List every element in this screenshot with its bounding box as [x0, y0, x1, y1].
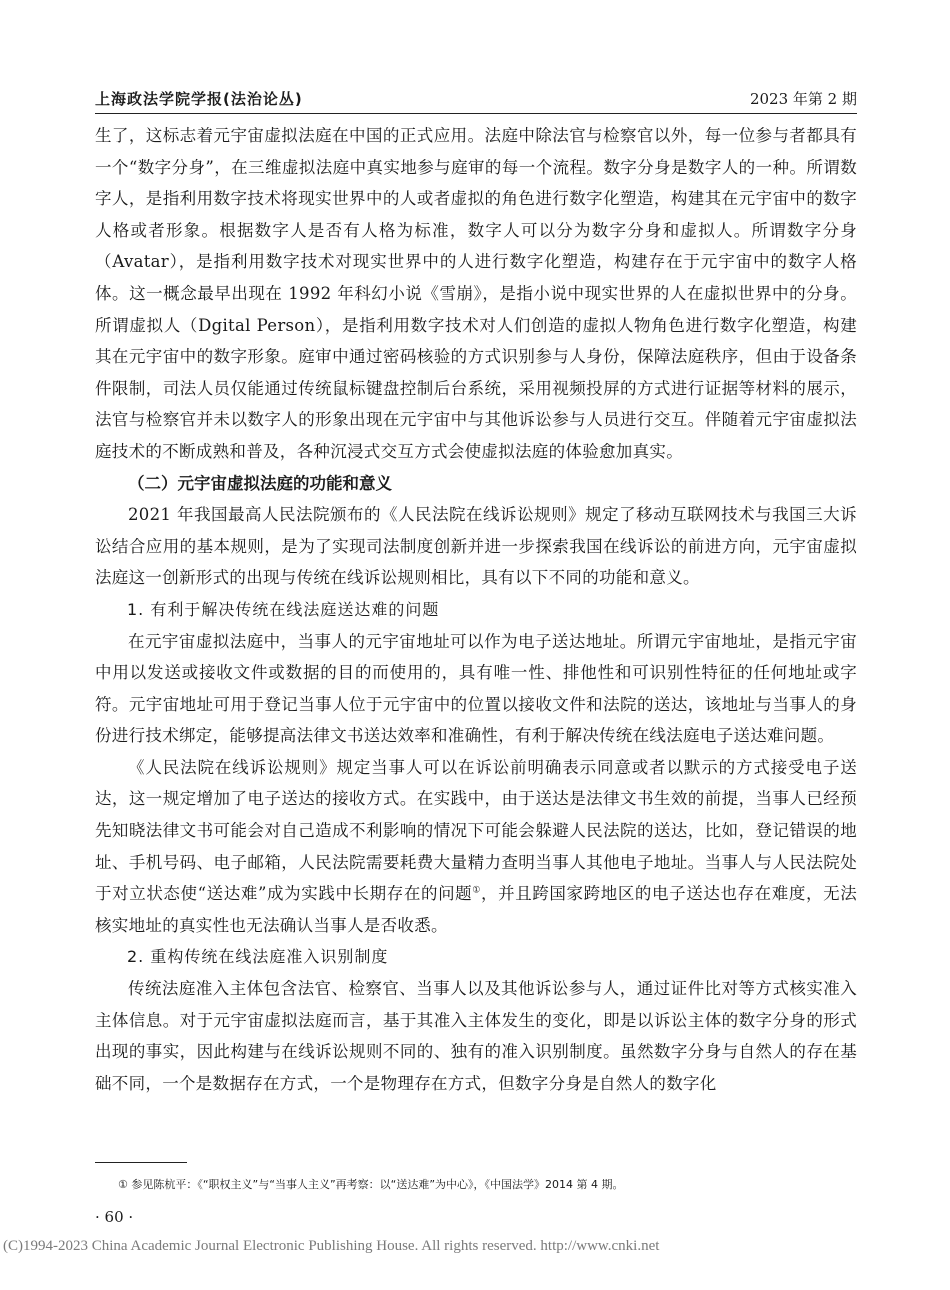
- footnote: ① 参见陈杭平：《“职权主义”与“当事人主义”再考察：以“送达难”为中心》，《中国法学》2014 第 4 期。: [118, 1178, 624, 1191]
- issue-label: 2023 年第 2 期: [749, 90, 857, 108]
- running-header: [95, 88, 857, 114]
- page-number: · 60 ·: [95, 1208, 134, 1226]
- copyright-line: (C)1994-2023 China Academic Journal Electronic Publishing House. All rights reserved. http://www.cnki.net: [3, 1238, 660, 1254]
- footnote-marker[interactable]: ①: [472, 885, 481, 896]
- paragraph-3: 在元宇宙虚拟法庭中，当事人的元宇宙地址可以作为电子送达地址。所谓元宇宙地址，是指元宇宙中用以发送或接收文件或数据的目的而使用的，具有唯一性、排他性和可识别性特征的任何地址或字符。元宇宙地址可用于登记当事人位于元宇宙中的位置以接收文件和法院的送达，该地址与当事人的身份进行技术绑定，能够提高法律文书送达效率和准确性，有利于解决传统在线法庭电子送达难问题。: [95, 631, 857, 746]
- paragraph-4: [95, 752, 857, 942]
- paragraph-2: 2021 年我国最高人民法院颁布的《人民法院在线诉讼规则》规定了移动互联网技术与我国三大诉讼结合应用的基本规则，是为了实现司法制度创新并进一步探索我国在线诉讼的前进方向，元宇宙虚拟法庭这一创新形式的出现与传统在线诉讼规则相比，具有以下不同的功能和意义。: [95, 505, 857, 588]
- paragraph-1: 生了，这标志着元宇宙虚拟法庭在中国的正式应用。法庭中除法官与检察官以外，每一位参与者都具有一个“数字分身”，在三维虚拟法庭中真实地参与庭审的每一个流程。数字分身是数字人的一种。所谓数字人，是指利用数字技术将现实世界中的人或者虚拟的角色进行数字化塑造，构建其在元宇宙中的数字人格或者形象。根据数字人是否有人格为标准，数字人可以分为数字分身和虚拟人。所谓数字分身（Avatar），是指利用数字技术对现实世界中的人进行数字化塑造，构建存在于元宇宙中的数字人格体。这一概念最早出现在 1992 年科幻小说《雪崩》，是指小说中现实世界的人在虚拟世界中的分身。所谓虚拟人（Dgital Person），是指利用数字技术对人们创造的虚拟人物角色进行数字化塑造，构建其在元宇宙中的数字形象。庭审中通过密码核验的方式识别参与人身份，保障法庭秩序，但由于设备条件限制，司法人员仅能通过传统鼠标键盘控制后台系统，采用视频投屏的方式进行证据等材料的展示，法官与检察官并未以数字人的形象出现在元宇宙中与其他诉讼参与人员进行交互。伴随着元宇宙虚拟法庭技术的不断成熟和普及，各种沉浸式交互方式会使虚拟法庭的体验愈加真实。: [95, 126, 857, 461]
- article-body: [95, 120, 857, 1099]
- subheading-1: 1. 有利于解决传统在线法庭送达难的问题: [127, 599, 440, 619]
- journal-title: 上海政法学院学报(法治论丛): [95, 90, 303, 108]
- header-rule: [95, 113, 857, 114]
- footnote-rule: [95, 1162, 187, 1163]
- paragraph-5: 传统法庭准入主体包含法官、检察官、当事人以及其他诉讼参与人，通过证件比对等方式核实准入主体信息。对于元宇宙虚拟法庭而言，基于其准入主体发生的变化，即是以诉讼主体的数字分身的形式出现的事实，因此构建与在线诉讼规则不同的、独有的准入识别制度。虽然数字分身与自然人的存在基础不同，一个是数据存在方式，一个是物理存在方式，但数字分身是自然人的数字化: [95, 979, 857, 1093]
- section-heading: （二）元宇宙虚拟法庭的功能和意义: [128, 473, 392, 493]
- subheading-2: 2. 重构传统在线法庭准入识别制度: [127, 947, 389, 967]
- paragraph-4-main: 《人民法院在线诉讼规则》规定当事人可以在诉讼前明确表示同意或者以默示的方式接受电子送达，这一规定增加了电子送达的接收方式。在实践中，由于送达是法律文书生效的前提，当事人已经预先知晓法律文书可能会对自己造成不利影响的情况下可能会躲避人民法院的送达，比如，登记错误的地址、手机号码、电子邮箱，人民法院需要耗费大量精力查明当事人其他电子地址。当事人与人民法院处于对立状态使“送达难”成为实践中长期存在的问题: [95, 757, 857, 904]
- paragraph-4-tail: ，并且跨国家跨地区的电子送达也存在难度，无法核实地址的真实性也无法确认当事人是否收悉。: [95, 884, 857, 935]
